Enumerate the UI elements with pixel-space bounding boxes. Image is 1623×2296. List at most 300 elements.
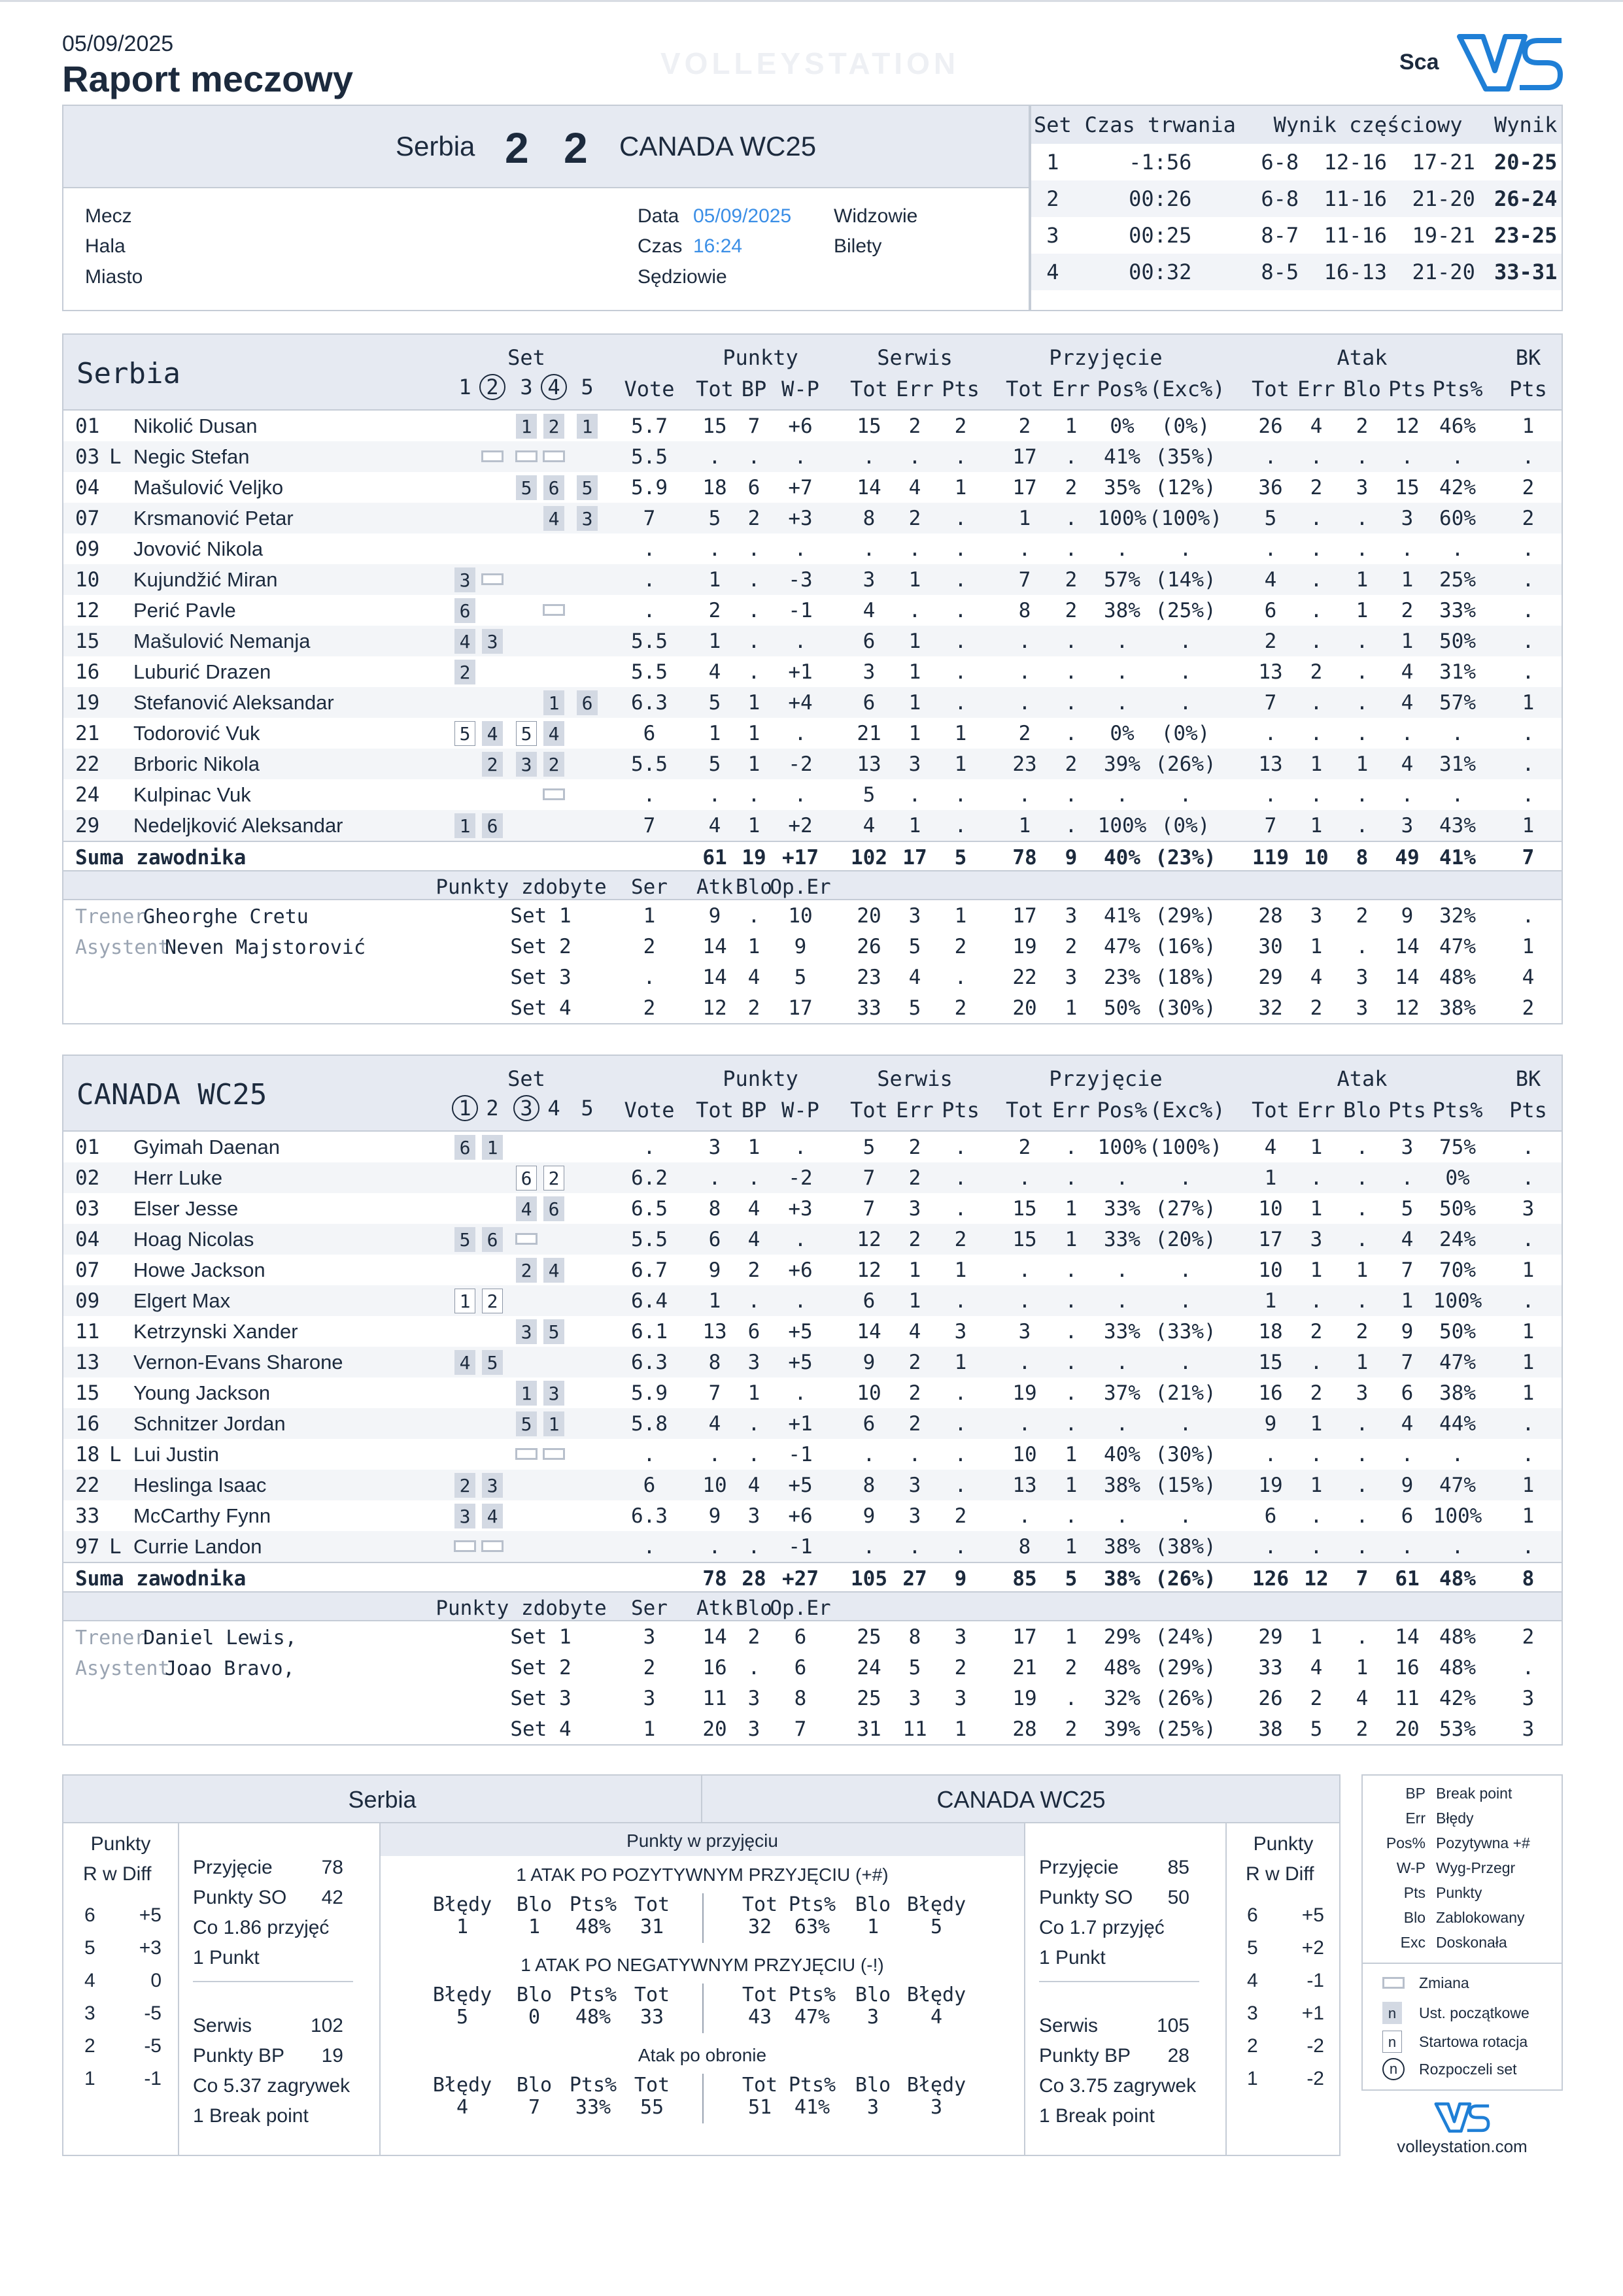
- coach-name: Gheorghe Cretu: [143, 905, 309, 928]
- stat-cell: .: [794, 537, 807, 561]
- section-title: Atak po obronie: [638, 2045, 767, 2065]
- set-stat-cell: 20: [857, 904, 881, 928]
- player-number: 97: [75, 1535, 100, 1559]
- stat-value: 48%: [575, 1916, 611, 1938]
- stat-cell: 18: [1258, 1320, 1283, 1343]
- stat-cell: 38%: [1104, 1535, 1140, 1559]
- stat-cell: 2: [1018, 1136, 1031, 1159]
- stat-cell: .: [954, 1381, 967, 1405]
- set-stat-cell: 4: [1310, 1656, 1323, 1680]
- stat-cell: .: [1310, 783, 1323, 807]
- stat-cell: .: [1179, 630, 1192, 653]
- stat-cell: 3: [908, 1474, 921, 1497]
- player-number: 01: [75, 1136, 100, 1159]
- stat-cell: 4: [708, 660, 721, 684]
- stat-cell: 50%: [1439, 1320, 1476, 1343]
- stat-cell: 3: [954, 1320, 967, 1343]
- assistant-name: Joao Bravo,: [165, 1657, 295, 1680]
- legend-ust: Ust. początkowe: [1419, 2004, 1529, 2021]
- set-stat-cell: 5: [1310, 1717, 1323, 1741]
- stat-header: Błędy: [906, 1893, 966, 1916]
- set-stat-cell: 3: [643, 1625, 656, 1649]
- rotation-box: 1: [543, 1411, 564, 1436]
- stat-cell: .: [1018, 1289, 1031, 1313]
- stat-cell: .: [1356, 507, 1369, 530]
- set-number-3: 3: [520, 375, 533, 399]
- set-stat-cell: (25%): [1155, 1717, 1216, 1741]
- stat-cell: 2: [908, 414, 921, 438]
- stat-cell: 2: [747, 1258, 760, 1282]
- set-stat-cell: 3: [908, 904, 921, 928]
- stat-cell: .: [1065, 1258, 1078, 1282]
- stat-cell: 5: [1401, 1197, 1414, 1221]
- stat-cell: 2: [1310, 1381, 1323, 1405]
- stat-cell: (35%): [1155, 445, 1216, 469]
- player-name: Mašulović Nemanja: [133, 630, 311, 652]
- team-table-serbia: [62, 333, 1563, 1024]
- set-stat-cell: 2: [643, 935, 656, 958]
- diff-label: Diff: [122, 1863, 152, 1885]
- stat-cell: 3: [747, 1351, 760, 1374]
- exc-col-header: (Exc%): [1150, 1098, 1225, 1123]
- set-number-5: 5: [581, 1096, 594, 1121]
- stat-cell: 1: [1065, 414, 1078, 438]
- stat-cell: .: [1310, 445, 1323, 469]
- stat-cell: 13: [1012, 1474, 1037, 1497]
- stat-header: Tot: [742, 2074, 778, 2097]
- set-stat-cell: 3: [1065, 966, 1078, 989]
- summary-away-name: CANADA WC25: [936, 1786, 1106, 1813]
- break-point-label: 1 Break point: [193, 2105, 309, 2127]
- substitution-icon: [543, 450, 565, 462]
- stat-cell: 33%: [1104, 1197, 1140, 1221]
- stat-cell: 44%: [1439, 1412, 1476, 1436]
- stat-cell: 10: [1012, 1443, 1037, 1466]
- set-stat-cell: 5: [908, 996, 921, 1020]
- set-stat-cell: 48%: [1439, 1625, 1476, 1649]
- rotation-box: 3: [454, 567, 475, 592]
- player-number: 09: [75, 537, 100, 561]
- stat-cell: 7: [643, 814, 656, 837]
- stat-cell: .: [863, 537, 876, 561]
- player-row: [63, 779, 1562, 810]
- coach-label: Trener: [75, 905, 146, 928]
- set-stat-cell: 2: [1356, 904, 1369, 928]
- set-stat-cell: 25: [857, 1625, 881, 1649]
- stat-cell: 5: [708, 752, 721, 776]
- punkty-so-label: Punkty SO: [193, 1887, 287, 1908]
- stat-cell: 5: [1264, 507, 1277, 530]
- set-number-5: 5: [581, 375, 594, 399]
- stat-cell: +3: [788, 1197, 813, 1221]
- stat-cell: 1: [1310, 1136, 1323, 1159]
- set-stat-cell: 23: [857, 966, 881, 989]
- stat-cell: 1: [908, 568, 921, 592]
- rotation-number: 5: [1247, 1937, 1258, 1959]
- section-title: 1 ATAK PO NEGATYWNYM PRZYJĘCIU (-!): [521, 1955, 884, 1975]
- player-number: 11: [75, 1320, 100, 1343]
- stat-cell: 1: [1522, 691, 1535, 715]
- stat-cell: 1: [1401, 630, 1414, 653]
- player-name: Todorović Vuk: [133, 722, 260, 745]
- stat-cell: 8: [863, 1474, 876, 1497]
- player-name: Jovović Nikola: [133, 537, 264, 560]
- stat-header: Tot: [742, 1893, 778, 1916]
- team-header: [63, 1056, 1562, 1132]
- stat-cell: 38%: [1104, 1474, 1140, 1497]
- stat-cell: 2: [1356, 1320, 1369, 1343]
- set-stat-cell: 6: [794, 1656, 807, 1680]
- stat-header: Blo: [855, 1893, 891, 1916]
- rotation-number: 4: [1247, 1970, 1258, 1991]
- stat-cell: 2: [1065, 568, 1078, 592]
- stat-cell: .: [1264, 722, 1277, 745]
- stat-cell: 2: [908, 1166, 921, 1190]
- stat-cell: .: [1310, 1443, 1323, 1466]
- stat-value: 31: [640, 1916, 664, 1938]
- stat-cell: .: [954, 445, 967, 469]
- rotation-box: 6: [454, 1135, 475, 1160]
- set-stat-cell: 1: [1356, 1656, 1369, 1680]
- stat-value: 1: [528, 1916, 541, 1938]
- stat-cell: 36: [1258, 476, 1283, 499]
- set-stat-cell: .: [1356, 1625, 1369, 1649]
- points-scored-header: [63, 871, 1562, 900]
- rotation-number: 6: [1247, 1904, 1258, 1926]
- ser-label: Ser: [631, 1596, 668, 1620]
- starting-lineup-icon: n: [1382, 2002, 1402, 2024]
- stat-cell: .: [1065, 1504, 1078, 1528]
- player-number: 16: [75, 660, 100, 684]
- stat-cell: .: [747, 1535, 760, 1559]
- stat-cell: 6: [643, 722, 656, 745]
- punkty-label: Punkty: [90, 1833, 151, 1855]
- stat-cell: 6.2: [631, 1166, 668, 1190]
- oper-label: Op.Er: [770, 875, 831, 899]
- set-stat-cell: 24: [857, 1656, 881, 1680]
- rotation-number: 4: [84, 1970, 95, 1991]
- total-cell: 102: [851, 846, 887, 869]
- stat-cell: .: [954, 537, 967, 561]
- stat-cell: 33%: [1104, 1228, 1140, 1251]
- stat-cell: -2: [788, 1166, 813, 1190]
- stat-cell: 4: [1264, 1136, 1277, 1159]
- stat-cell: .: [863, 445, 876, 469]
- stat-cell: .: [1116, 691, 1129, 715]
- stat-cell: .: [1018, 630, 1031, 653]
- set-number-1: 1: [449, 1095, 481, 1121]
- stat-cell: .: [1116, 1166, 1129, 1190]
- home-sets-won: 2: [505, 124, 529, 172]
- stat-cell: .: [1264, 783, 1277, 807]
- stat-cell: .: [1018, 783, 1031, 807]
- stat-cell: 6: [643, 1474, 656, 1497]
- set-header: Set: [507, 1066, 545, 1091]
- tot-col-header: Tot: [1006, 1098, 1044, 1123]
- player-row: [63, 595, 1562, 626]
- stat-cell: 4: [863, 814, 876, 837]
- rotation-box: 5: [577, 475, 598, 500]
- blo-col-header: Blo: [1343, 377, 1381, 401]
- player-number: 29: [75, 814, 100, 837]
- team-name: CANADA WC25: [77, 1078, 267, 1111]
- set-stat-cell: 30: [1258, 935, 1283, 958]
- legend-abbr: BP: [1405, 1785, 1426, 1802]
- legend-desc: Zablokowany: [1436, 1909, 1525, 1926]
- set-stat-cell: 14: [702, 1625, 727, 1649]
- stat-cell: 4: [747, 1228, 760, 1251]
- assistant-name: Neven Majstorović: [165, 936, 366, 959]
- player-row: [63, 503, 1562, 533]
- stat-cell: 2: [1018, 414, 1031, 438]
- stat-cell: -1: [788, 1535, 813, 1559]
- set-stat-cell: 2: [1065, 935, 1078, 958]
- player-number: 12: [75, 599, 100, 622]
- stat-cell: 5: [708, 691, 721, 715]
- rotation-box: 5: [543, 1319, 564, 1344]
- stat-cell: 46%: [1439, 414, 1476, 438]
- assistant-label: Asystent: [75, 936, 170, 959]
- stat-cell: 100%: [1433, 1504, 1482, 1528]
- stat-cell: 4: [1401, 660, 1414, 684]
- rotation-number: 2: [1247, 2035, 1258, 2057]
- rotation-box: 2: [543, 414, 564, 439]
- stat-cell: 60%: [1439, 507, 1476, 530]
- stat-cell: .: [1310, 599, 1323, 622]
- set-number-2: 2: [486, 1096, 499, 1121]
- stat-cell: 1: [1310, 1412, 1323, 1436]
- bilety-label: Bilety: [834, 235, 882, 257]
- rw-label: R w: [83, 1863, 117, 1885]
- rotation-box: 5: [516, 1411, 537, 1436]
- stat-cell: 57%: [1439, 691, 1476, 715]
- exc-col-header: (Exc%): [1150, 377, 1225, 401]
- stat-cell: .: [643, 783, 656, 807]
- stat-value: 7: [528, 2096, 541, 2119]
- stat-cell: 1: [1310, 1474, 1323, 1497]
- stat-cell: .: [908, 1443, 921, 1466]
- player-row: [63, 656, 1562, 687]
- stat-cell: .: [1356, 783, 1369, 807]
- stat-cell: 9: [708, 1504, 721, 1528]
- stat-cell: 3: [1356, 476, 1369, 499]
- set-stat-cell: .: [1065, 1687, 1078, 1710]
- stat-cell: 9: [863, 1351, 876, 1374]
- stat-cell: 3: [863, 568, 876, 592]
- total-cell: 7: [1356, 1567, 1369, 1591]
- set-stat-cell: 14: [702, 966, 727, 989]
- stat-header: Pts%: [788, 1984, 836, 2006]
- stat-cell: .: [747, 445, 760, 469]
- stat-cell: .: [1356, 1289, 1369, 1313]
- stat-cell: 2: [1065, 476, 1078, 499]
- stat-cell: 15: [1012, 1197, 1037, 1221]
- stat-cell: 0%: [1445, 1166, 1470, 1190]
- set-stat-cell: 17: [788, 996, 813, 1020]
- stat-header: Blo: [516, 2074, 553, 2097]
- substitution-icon: [515, 450, 538, 462]
- team-total-row: [63, 841, 1562, 871]
- stat-cell: .: [643, 537, 656, 561]
- stat-cell: .: [1522, 660, 1535, 684]
- stat-value: 5: [930, 1916, 943, 1938]
- stat-cell: .: [1356, 1535, 1369, 1559]
- set-result-row: 4 00:32 8-5 16-13 21-20 33-31: [1031, 254, 1562, 290]
- stat-cell: .: [1522, 599, 1535, 622]
- player-row: [63, 687, 1562, 718]
- stat-cell: 1: [1522, 414, 1535, 438]
- libero-mark: L: [109, 445, 122, 469]
- rotation-box: 4: [482, 721, 503, 746]
- set-label: Set 2: [510, 1656, 572, 1680]
- set-label: Set 1: [510, 1625, 572, 1649]
- set-stat-cell: 1: [747, 935, 760, 958]
- set-stat-cell: 2: [1065, 1717, 1078, 1741]
- stat-cell: .: [1065, 507, 1078, 530]
- stat-value: 48%: [575, 2006, 611, 2029]
- stat-cell: 13: [1258, 660, 1283, 684]
- stat-cell: 7: [643, 507, 656, 530]
- stat-cell: .: [1401, 537, 1414, 561]
- stat-value: 1: [456, 1916, 469, 1938]
- bp-col-header: BP: [741, 1098, 767, 1123]
- stat-cell: 1: [954, 1351, 967, 1374]
- player-number: 07: [75, 507, 100, 530]
- player-name: Nedeljković Aleksandar: [133, 814, 343, 837]
- legend-start: Startowa rotacja: [1419, 2033, 1528, 2050]
- rotation-number: 3: [84, 2002, 95, 2024]
- stat-cell: 1: [908, 814, 921, 837]
- set-stat-cell: 2: [1310, 1687, 1323, 1710]
- stat-cell: .: [1264, 445, 1277, 469]
- set-stat-cell: 23%: [1104, 966, 1140, 989]
- set-stat-cell: 32%: [1104, 1687, 1140, 1710]
- stat-cell: 1: [1522, 814, 1535, 837]
- stat-cell: (30%): [1155, 1443, 1216, 1466]
- player-number: 07: [75, 1258, 100, 1282]
- rotation-box: 5: [454, 1227, 475, 1252]
- stat-cell: (21%): [1155, 1381, 1216, 1405]
- legend-desc: Wyg-Przegr: [1436, 1859, 1516, 1876]
- stat-cell: 42%: [1439, 476, 1476, 499]
- set-stat-cell: 16: [702, 1656, 727, 1680]
- stat-cell: 7: [1264, 814, 1277, 837]
- set-stat-cell: 29: [1258, 1625, 1283, 1649]
- pts-col-header: Pts: [942, 377, 980, 401]
- stat-cell: .: [1356, 814, 1369, 837]
- stat-cell: 50%: [1439, 1197, 1476, 1221]
- set-stat-cell: 3: [1065, 904, 1078, 928]
- stat-cell: .: [643, 568, 656, 592]
- stat-cell: .: [794, 722, 807, 745]
- set-stat-cell: (24%): [1155, 1625, 1216, 1649]
- pos-col-header: Pos%: [1097, 377, 1148, 401]
- player-row: [63, 441, 1562, 472]
- set-stat-cell: (18%): [1155, 966, 1216, 989]
- stat-cell: 1: [1356, 568, 1369, 592]
- rotation-diff: +1: [1301, 2002, 1324, 2024]
- stat-cell: .: [1522, 1535, 1535, 1559]
- stat-cell: .: [1264, 537, 1277, 561]
- set-stat-cell: 8: [908, 1625, 921, 1649]
- set-number-1: 1: [458, 375, 471, 399]
- set-stat-cell: 2: [643, 1656, 656, 1680]
- stat-cell: .: [1065, 1289, 1078, 1313]
- rotation-box: 2: [482, 1289, 503, 1313]
- pts-col-header: Pts: [1509, 1098, 1547, 1123]
- set-stat-cell: 26: [1258, 1687, 1283, 1710]
- total-cell: 5: [954, 846, 967, 869]
- stat-cell: 7: [708, 1381, 721, 1405]
- stat-cell: 7: [863, 1197, 876, 1221]
- rotation-box: 6: [543, 475, 564, 500]
- set-stat-cell: 3: [954, 1625, 967, 1649]
- player-name: McCarthy Fynn: [133, 1504, 271, 1527]
- stat-cell: (33%): [1155, 1320, 1216, 1343]
- stat-cell: 7: [1264, 691, 1277, 715]
- stat-cell: .: [1356, 1197, 1369, 1221]
- rotation-box: 1: [454, 813, 475, 838]
- stat-cell: -1: [788, 599, 813, 622]
- total-cell: 8: [1522, 1567, 1535, 1591]
- stat-cell: 1: [1356, 752, 1369, 776]
- stat-cell: 8: [863, 507, 876, 530]
- stat-cell: 6.3: [631, 1351, 668, 1374]
- stat-header: Błędy: [906, 1984, 966, 2006]
- stat-cell: 1: [1522, 1381, 1535, 1405]
- legend-abbr: W-P: [1396, 1859, 1426, 1876]
- set-stat-cell: 19: [1012, 935, 1037, 958]
- stat-cell: 1: [1310, 1197, 1323, 1221]
- set-stat-cell: 2: [954, 935, 967, 958]
- stat-cell: .: [1179, 1289, 1192, 1313]
- stat-cell: 2: [708, 599, 721, 622]
- stat-cell: 15: [702, 414, 727, 438]
- stat-cell: .: [1522, 1166, 1535, 1190]
- rotation-box: 3: [482, 629, 503, 654]
- stat-cell: 6.3: [631, 691, 668, 715]
- stat-cell: 1: [1356, 599, 1369, 622]
- set-stat-cell: 11: [702, 1687, 727, 1710]
- set-stat-cell: 48%: [1104, 1656, 1140, 1680]
- rotation-diff: -5: [144, 2035, 162, 2057]
- rotation-box: 1: [577, 414, 598, 439]
- stat-cell: .: [1065, 445, 1078, 469]
- substitution-icon: [515, 1448, 538, 1460]
- stat-cell: 4: [1401, 1228, 1414, 1251]
- set-label: Set 1: [510, 904, 572, 928]
- stat-value: 3: [930, 2096, 943, 2119]
- set-stat-cell: 6: [794, 1625, 807, 1649]
- stat-cell: 19: [1258, 1474, 1283, 1497]
- serwis-label: Serwis: [1039, 2015, 1099, 2036]
- stat-cell: .: [1451, 722, 1464, 745]
- rotation-box: 6: [543, 1196, 564, 1221]
- stat-cell: .: [1522, 1136, 1535, 1159]
- substitution-icon: [481, 573, 504, 585]
- stat-cell: 10: [702, 1474, 727, 1497]
- player-number: 13: [75, 1351, 100, 1374]
- stat-cell: 5.7: [631, 414, 668, 438]
- set-stat-cell: 33: [857, 996, 881, 1020]
- total-cell: (23%): [1155, 846, 1216, 869]
- player-number: 22: [75, 1474, 100, 1497]
- stat-cell: 47%: [1439, 1351, 1476, 1374]
- err-col-header: Err: [896, 377, 934, 401]
- stat-value: 32: [747, 1916, 772, 1938]
- stat-cell: 2: [908, 1351, 921, 1374]
- przyjecie-header: Przyjęcie: [1049, 1066, 1163, 1091]
